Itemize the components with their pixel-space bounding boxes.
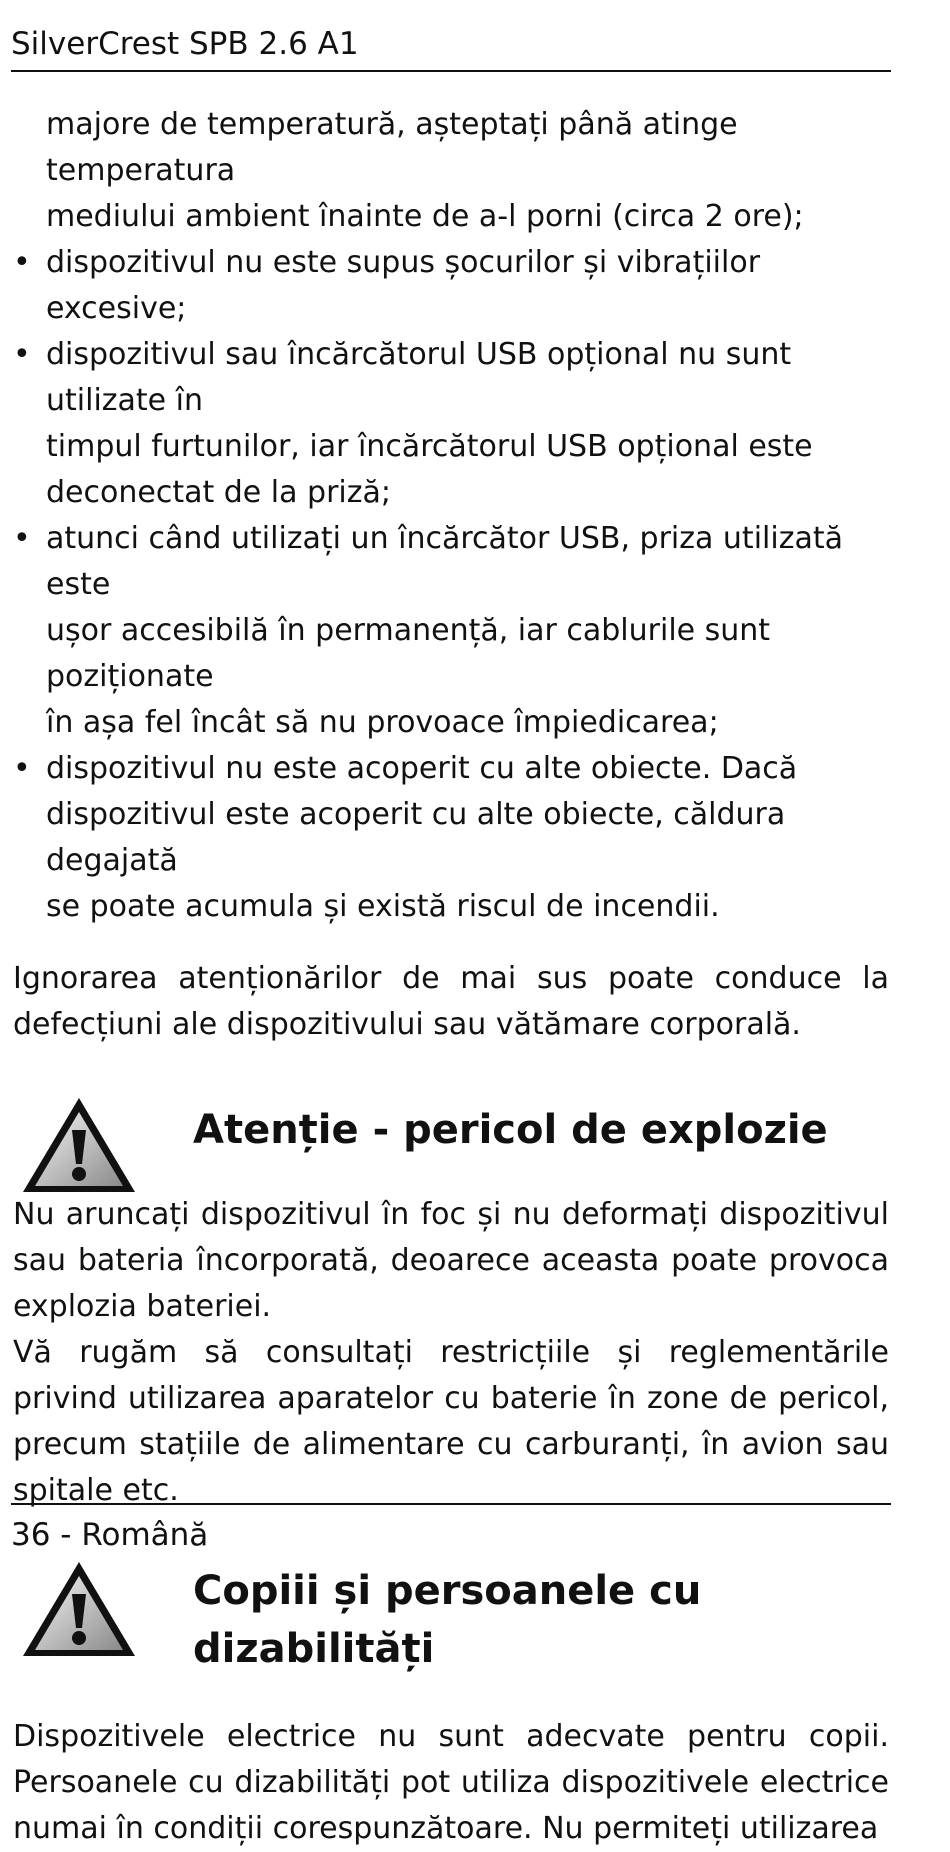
page-footer bbox=[11, 1513, 208, 1557]
explosion-paragraph: Vă rugăm să consultați restricțiile și reglementările privind utilizarea aparatelor cu baterie în zone de pericol, precum stațiile de alimentare cu carburanți, în avion sau spitale etc. bbox=[13, 1335, 889, 1508]
warning-ignore-paragraph: Ignorarea atenționărilor de mai sus poate conduce la defecțiuni ale dispozitivului sau vătămare corporală. bbox=[13, 961, 889, 1042]
list-item-line: ușor accesibilă în permanență, iar cablurile sunt poziționate bbox=[46, 613, 771, 694]
header-title: SilverCrest SPB 2.6 A1 bbox=[11, 26, 359, 62]
page-header bbox=[11, 22, 891, 72]
explosion-paragraph: Nu aruncați dispozitivul în foc și nu deformați dispozitivul sau bateria încorporată, deoarece aceasta poate provoca explozia bateriei. bbox=[13, 1197, 889, 1324]
warning-triangle-icon bbox=[19, 1094, 139, 1196]
list-item bbox=[13, 746, 889, 930]
list-item-line: se poate acumula și există riscul de incendii. bbox=[46, 889, 720, 924]
list-item bbox=[13, 332, 889, 516]
warning-triangle-icon bbox=[19, 1558, 139, 1660]
page-content bbox=[13, 102, 889, 1852]
list-item-line: deconectat de la priză; bbox=[46, 475, 391, 510]
list-item-line: dispozitivul nu este acoperit cu alte obiecte. Dacă bbox=[46, 751, 798, 786]
footer-divider bbox=[11, 1503, 891, 1505]
list-item-line: timpul furtunilor, iar încărcătorul USB opțional este bbox=[46, 429, 813, 464]
list-item-line: atunci când utilizați un încărcător USB, priza utilizată este bbox=[46, 521, 843, 602]
list-continuation-line: mediului ambient înainte de a-l porni (circa 2 ore); bbox=[46, 199, 804, 234]
explosion-warning-heading bbox=[13, 1088, 889, 1192]
bullet-dot: • bbox=[13, 521, 31, 556]
explosion-warning-title: Atenție - pericol de explozie bbox=[193, 1107, 828, 1153]
bullet-dot: • bbox=[13, 245, 31, 280]
children-warning-heading bbox=[13, 1548, 889, 1714]
list-item-line: dispozitivul sau încărcătorul USB opțional nu sunt utilizate în bbox=[46, 337, 792, 418]
children-paragraph: Dispozitivele electrice nu sunt adecvate pentru copii. Persoanele cu dizabilități pot utiliza dispozitivele electrice numai în condiții corespunzătoare. Nu permiteți utilizarea bbox=[13, 1719, 889, 1846]
list-item-line: dispozitivul este acoperit cu alte obiecte, căldura degajată bbox=[46, 797, 786, 878]
footer-page-label: 36 - Română bbox=[11, 1517, 209, 1553]
bullet-list bbox=[13, 102, 889, 930]
list-item bbox=[13, 240, 889, 332]
list-item bbox=[13, 516, 889, 746]
bullet-dot: • bbox=[13, 337, 31, 372]
list-continuation-line: majore de temperatură, așteptați până atinge temperatura bbox=[46, 107, 738, 188]
list-item-line: în așa fel încât să nu provoace împiedicarea; bbox=[46, 705, 719, 740]
children-warning-title: Copiii și persoanele cu dizabilități bbox=[193, 1568, 702, 1672]
list-item-line: dispozitivul nu este supus șocurilor și vibrațiilor excesive; bbox=[46, 245, 761, 326]
bullet-dot: • bbox=[13, 751, 31, 786]
